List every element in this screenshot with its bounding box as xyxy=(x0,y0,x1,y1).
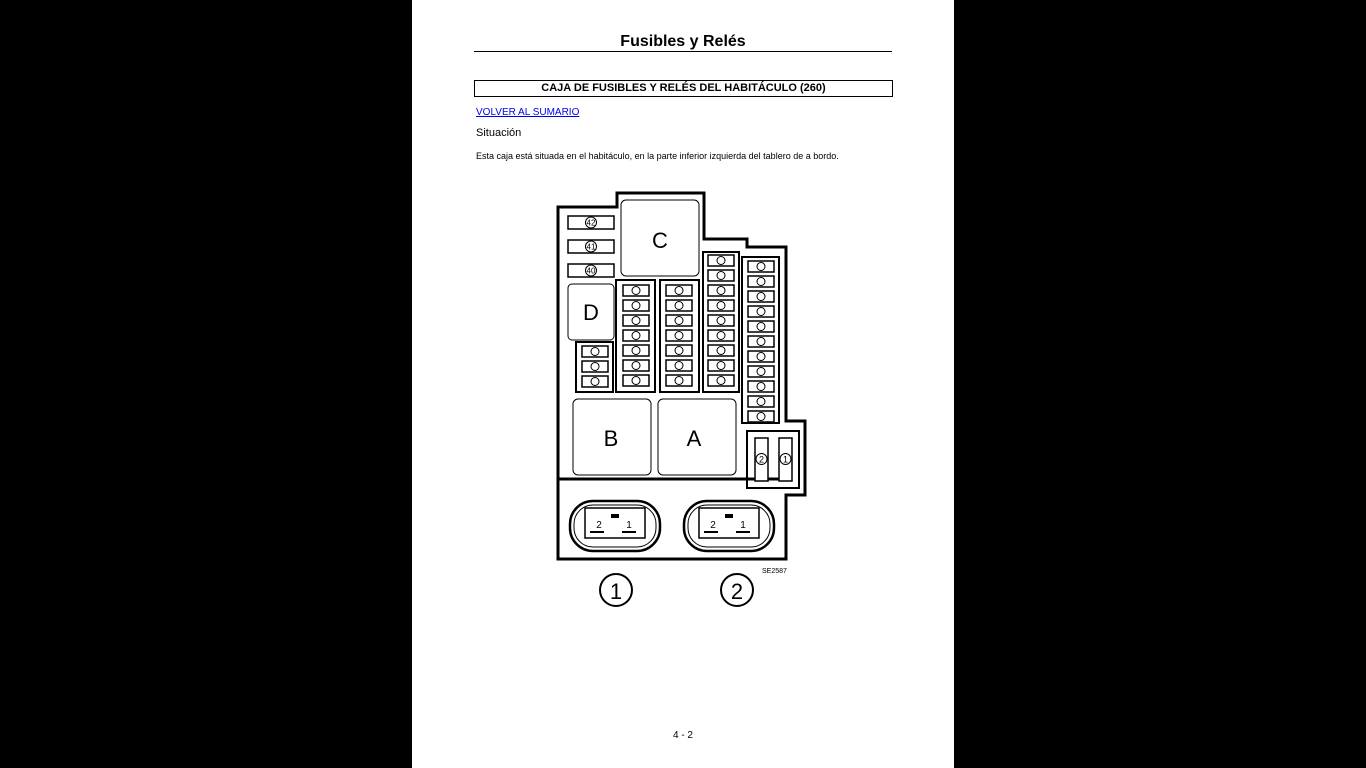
fuse-block-small-left-fuse-marker xyxy=(591,378,599,386)
relay-d-label: D xyxy=(583,300,599,325)
fuse-block-col-4-fuse-marker xyxy=(757,338,765,346)
relay-b-label: B xyxy=(603,426,619,451)
fuse-block-col-4-fuse-marker xyxy=(757,368,765,376)
fuse-block-col-3-fuse-marker xyxy=(717,362,725,370)
fuse-block-col-2-fuse-marker xyxy=(675,287,683,295)
diagram-reference-code: SE2587 xyxy=(762,568,787,575)
fuse-block-small-left-fuse-marker xyxy=(591,348,599,356)
fuse-block-col-1-fuse-marker xyxy=(632,347,640,355)
fuse-block-col-4-fuse-marker xyxy=(757,353,765,361)
large-fuse-42-label: 42 xyxy=(586,218,596,228)
fuse-block-col-4-fuse-marker xyxy=(757,278,765,286)
bottom-fuse-1-label: 1 xyxy=(782,454,789,465)
connector-1-pin-2: 2 xyxy=(596,520,602,531)
fuse-block-col-3-fuse-marker xyxy=(717,287,725,295)
fuse-block-col-2-fuse-marker xyxy=(675,302,683,310)
connector-1-pin-1: 1 xyxy=(626,520,632,531)
fuse-block-col-4-fuse-marker xyxy=(757,398,765,406)
fuse-box-diagram xyxy=(552,188,822,612)
connector-2-callout: 2 xyxy=(730,579,744,604)
fuse-block-col-4-fuse-marker xyxy=(757,263,765,271)
fuse-block-col-1-fuse-marker xyxy=(632,332,640,340)
bottom-fuse-2-label: 2 xyxy=(758,454,765,465)
fuse-block-col-4-fuse-marker xyxy=(757,383,765,391)
relay-c-label: C xyxy=(652,228,668,253)
fuse-block-col-2-fuse-marker xyxy=(675,347,683,355)
page-number: 4 - 2 xyxy=(672,730,693,741)
back-to-summary-link[interactable]: VOLVER AL SUMARIO xyxy=(476,107,580,118)
fuse-block-col-2-fuse-marker xyxy=(675,332,683,340)
fuse-block-col-2-fuse-marker xyxy=(675,317,683,325)
fuse-block-col-1-fuse-marker xyxy=(632,287,640,295)
fuse-block-col-4-fuse-marker xyxy=(757,293,765,301)
fuse-block-col-3-fuse-marker xyxy=(717,347,725,355)
fuse-block-col-3-fuse-marker xyxy=(717,272,725,280)
fuse-block-small-left-fuse-marker xyxy=(591,363,599,371)
relay-a-label: A xyxy=(686,426,702,451)
large-fuse-40-label: 40 xyxy=(586,266,596,276)
fuse-block-col-3-fuse-marker xyxy=(717,377,725,385)
fuse-block-col-4-fuse-marker xyxy=(757,323,765,331)
fuse-block-col-3-fuse-marker xyxy=(717,332,725,340)
fuse-block-col-3-fuse-marker xyxy=(717,317,725,325)
title-divider xyxy=(474,51,892,52)
fuse-block-col-1-fuse-marker xyxy=(632,377,640,385)
fuse-block-col-4-fuse-marker xyxy=(757,413,765,421)
document-page xyxy=(412,0,954,768)
fuse-block-col-3-fuse-marker xyxy=(717,257,725,265)
section-title: CAJA DE FUSIBLES Y RELÉS DEL HABITÁCULO (260) xyxy=(474,80,893,97)
location-subheading: Situación xyxy=(476,127,522,139)
connector-2-pin-2: 2 xyxy=(710,520,716,531)
fuse-block-col-2-fuse-marker xyxy=(675,362,683,370)
large-fuse-41-label: 41 xyxy=(586,242,596,252)
fuse-block-col-4-fuse-marker xyxy=(757,308,765,316)
fuse-block-col-1-fuse-marker xyxy=(632,302,640,310)
connector-2-socket xyxy=(684,501,774,551)
location-description: Esta caja está situada en el habitáculo, en la parte inferior izquierda del tablero de a bordo. xyxy=(476,151,839,161)
page-title: Fusibles y Relés xyxy=(620,33,746,50)
fuse-block-col-1-fuse-marker xyxy=(632,317,640,325)
connector-2-pin-1: 1 xyxy=(740,520,746,531)
fuse-block-col-3-fuse-marker xyxy=(717,302,725,310)
fuse-block-col-2-fuse-marker xyxy=(675,377,683,385)
connector-1-socket xyxy=(570,501,660,551)
fuse-block-col-1-fuse-marker xyxy=(632,362,640,370)
connector-1-callout: 1 xyxy=(609,579,623,604)
